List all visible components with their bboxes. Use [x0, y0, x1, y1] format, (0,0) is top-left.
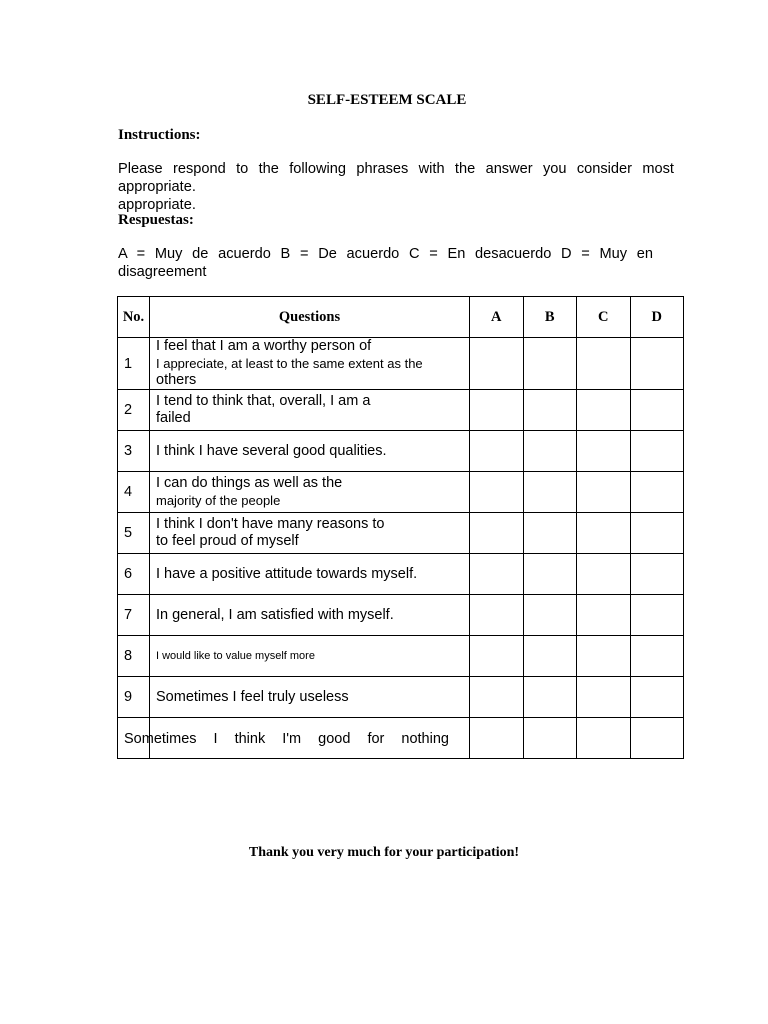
answer-cell-b[interactable] — [523, 338, 577, 390]
table-row — [118, 554, 684, 595]
answer-cell-c[interactable] — [577, 472, 631, 513]
table-row — [118, 513, 684, 554]
header-no: No. — [118, 297, 150, 338]
answer-cell-c[interactable] — [577, 554, 631, 595]
answer-cell-c[interactable] — [577, 718, 631, 759]
instructions-line-2: appropriate. — [118, 197, 196, 213]
answer-cell-d[interactable] — [630, 718, 684, 759]
header-b: B — [523, 297, 577, 338]
answer-cell-d[interactable] — [630, 390, 684, 431]
answer-cell-d[interactable] — [630, 472, 684, 513]
row-number: 4 — [118, 472, 150, 513]
question-line: I think I have several good qualities. — [156, 442, 387, 459]
question-10-word: I'm — [282, 731, 302, 747]
header-a: A — [470, 297, 524, 338]
thank-you-note: Thank you very much for your participation! — [248, 845, 520, 860]
row-number: 6 — [118, 554, 150, 595]
question-cell — [150, 390, 470, 431]
answer-cell-b[interactable] — [523, 636, 577, 677]
answer-cell-c[interactable] — [577, 595, 631, 636]
question-cell — [150, 431, 470, 472]
question-line: Sometimes I feel truly useless — [156, 688, 349, 705]
answer-cell-a[interactable] — [470, 390, 524, 431]
question-10-word: think — [234, 731, 266, 747]
answer-cell-b[interactable] — [523, 431, 577, 472]
table-row — [118, 636, 684, 677]
answer-cell-d[interactable] — [630, 338, 684, 390]
table-header-row — [118, 297, 684, 338]
answer-cell-a[interactable] — [470, 595, 524, 636]
answer-cell-a[interactable] — [470, 677, 524, 718]
question-10-word: good — [318, 731, 351, 747]
page-title: SELF-ESTEEM SCALE — [307, 92, 467, 108]
question-cell — [150, 554, 470, 595]
header-questions: Questions — [150, 297, 470, 338]
table-row — [118, 677, 684, 718]
question-cell — [150, 595, 470, 636]
respuestas-heading: Respuestas: — [118, 212, 194, 228]
question-line: I have a positive attitude towards myself. — [156, 565, 418, 582]
respuestas-line-2: disagreement — [118, 264, 207, 280]
table-row — [118, 595, 684, 636]
header-c: C — [577, 297, 631, 338]
question-cell — [150, 338, 470, 390]
answer-cell-b[interactable] — [523, 677, 577, 718]
respuestas-line-1: A = Muy de acuerdo B = De acuerdo C = En desacuerdo D = Muy en — [118, 246, 653, 262]
answer-cell-c[interactable] — [577, 338, 631, 390]
row-number: 5 — [118, 513, 150, 554]
answer-cell-b[interactable] — [523, 513, 577, 554]
instructions-line-1: Please respond to the following phrases with the answer you consider most appropriate. — [118, 161, 674, 195]
answer-cell-a[interactable] — [470, 472, 524, 513]
answer-cell-c[interactable] — [577, 513, 631, 554]
question-10-word: Sometimes — [124, 731, 197, 747]
answer-cell-d[interactable] — [630, 554, 684, 595]
question-10-word: nothing — [401, 731, 449, 747]
question-line: I appreciate, at least to the same extent as the — [156, 356, 423, 371]
instructions-text — [118, 160, 674, 214]
row-number: 9 — [118, 677, 150, 718]
instructions-heading: Instructions: — [118, 127, 201, 143]
question-cell — [150, 636, 470, 677]
question-line: failed — [156, 410, 191, 426]
answer-cell-c[interactable] — [577, 677, 631, 718]
answer-cell-a[interactable] — [470, 554, 524, 595]
header-d: D — [630, 297, 684, 338]
table-row — [118, 472, 684, 513]
answer-cell-d[interactable] — [630, 677, 684, 718]
answer-cell-a[interactable] — [470, 338, 524, 390]
answer-cell-a[interactable] — [470, 636, 524, 677]
answer-cell-c[interactable] — [577, 431, 631, 472]
question-line: In general, I am satisfied with myself. — [156, 606, 394, 623]
table-row — [118, 338, 684, 390]
question-cell — [150, 677, 470, 718]
answer-cell-c[interactable] — [577, 390, 631, 431]
question-line: I can do things as well as the — [156, 475, 343, 491]
answer-cell-b[interactable] — [523, 554, 577, 595]
answer-cell-b[interactable] — [523, 472, 577, 513]
question-line: I think I don't have many reasons to — [156, 516, 385, 532]
question-line: to feel proud of myself — [156, 533, 299, 549]
answer-cell-b[interactable] — [523, 595, 577, 636]
table-row — [118, 431, 684, 472]
answer-cell-d[interactable] — [630, 595, 684, 636]
row-number: 8 — [118, 636, 150, 677]
answer-cell-c[interactable] — [577, 636, 631, 677]
row-number: 1 — [118, 338, 150, 390]
answer-cell-a[interactable] — [470, 718, 524, 759]
answer-cell-a[interactable] — [470, 431, 524, 472]
question-line: I feel that I am a worthy person of — [156, 338, 372, 354]
question-line: I tend to think that, overall, I am a — [156, 393, 371, 409]
question-10-word: for — [367, 731, 385, 747]
question-line: others — [156, 372, 197, 388]
question-10-word: I — [213, 731, 218, 747]
row-number: 2 — [118, 390, 150, 431]
answer-cell-b[interactable] — [523, 390, 577, 431]
question-cell — [150, 472, 470, 513]
question-line: majority of the people — [156, 493, 281, 508]
question-10-text — [124, 731, 449, 747]
answer-cell-a[interactable] — [470, 513, 524, 554]
question-cell — [150, 513, 470, 554]
answer-cell-d[interactable] — [630, 636, 684, 677]
self-esteem-table — [117, 296, 684, 759]
answer-cell-d[interactable] — [630, 513, 684, 554]
answer-cell-b[interactable] — [523, 718, 577, 759]
row-number: 3 — [118, 431, 150, 472]
table-row — [118, 390, 684, 431]
question-line: I would like to value myself more — [156, 649, 315, 662]
row-number: 7 — [118, 595, 150, 636]
respuestas-text — [118, 245, 653, 281]
answer-cell-d[interactable] — [630, 431, 684, 472]
